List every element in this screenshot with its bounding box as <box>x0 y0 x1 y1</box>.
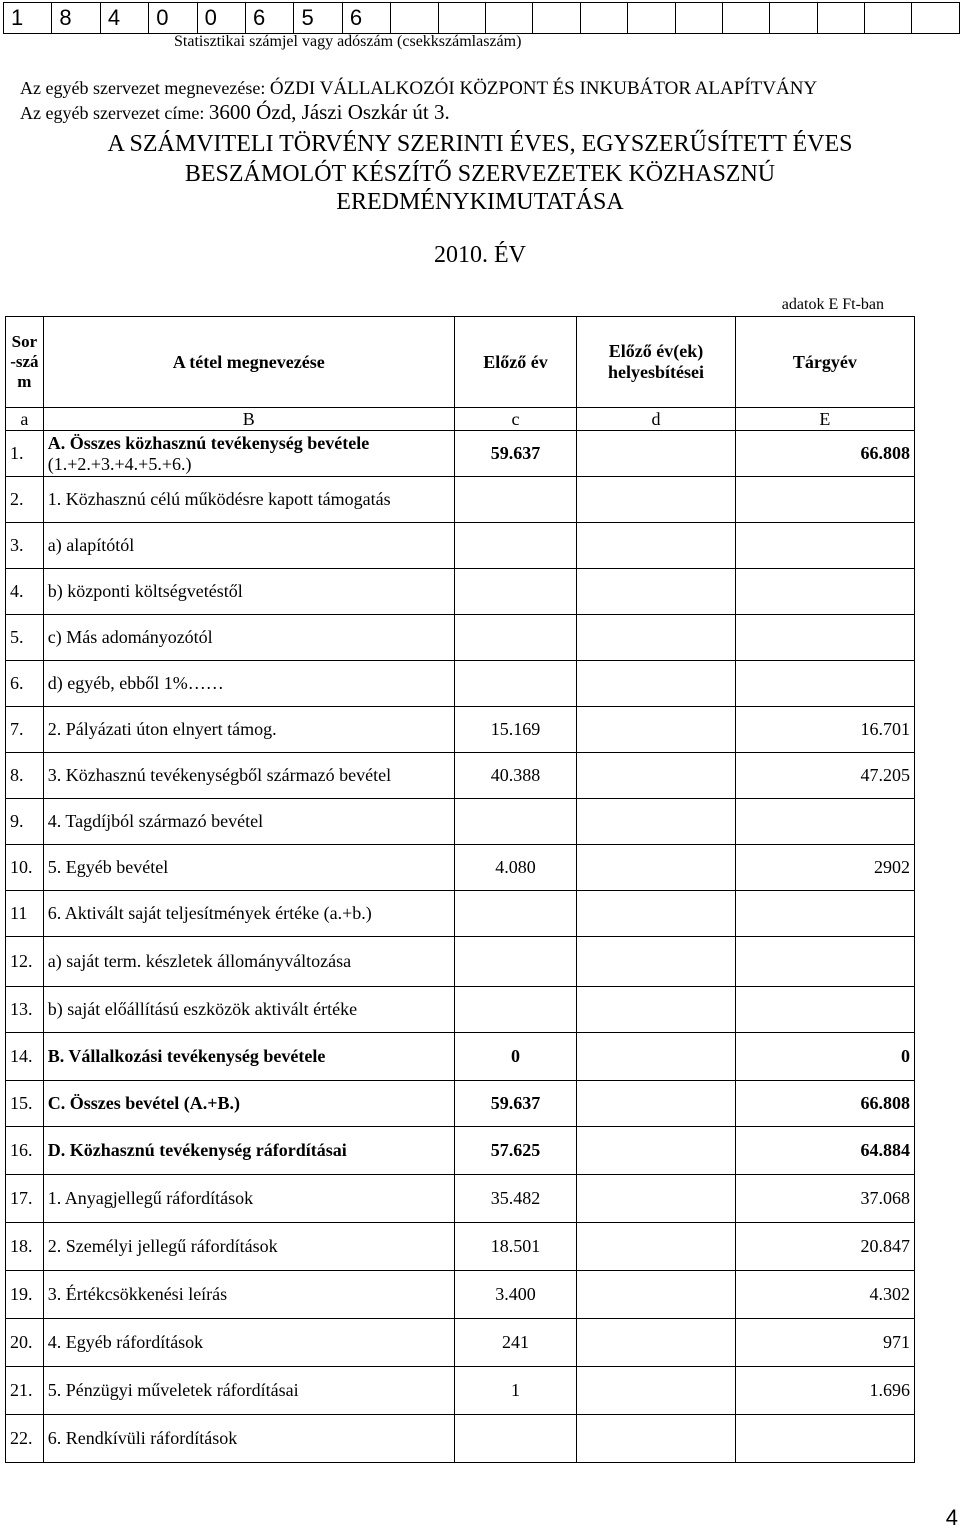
unit-note: adatok E Ft-ban <box>781 296 884 313</box>
tax-digit-cell <box>628 3 675 34</box>
cell-no: 22. <box>6 1415 44 1463</box>
cell-corr <box>577 1367 735 1415</box>
header-prev: Előző év <box>454 317 577 408</box>
cell-corr <box>577 615 735 661</box>
cell-prev <box>454 523 577 569</box>
cell-cur: 37.068 <box>735 1175 914 1223</box>
table-row <box>6 845 915 891</box>
tax-digit-cell <box>865 3 912 34</box>
cell-cur <box>735 569 914 615</box>
org-name-line <box>20 78 817 100</box>
header-row-no: Sor-szám <box>6 317 44 408</box>
cell-corr <box>577 753 735 799</box>
cell-no: 19. <box>6 1271 44 1319</box>
cell-prev: 4.080 <box>454 845 577 891</box>
cell-cur <box>735 799 914 845</box>
tax-digit-cell <box>391 3 438 34</box>
cell-cur <box>735 523 914 569</box>
org-name-label: Az egyéb szervezet megnevezése: <box>20 78 266 98</box>
cell-no: 21. <box>6 1367 44 1415</box>
table-row <box>6 1175 915 1223</box>
tax-number-grid <box>3 2 960 34</box>
cell-no: 4. <box>6 569 44 615</box>
cell-cur <box>735 1415 914 1463</box>
tax-digit-cell: 0 <box>149 3 197 34</box>
cell-prev: 0 <box>454 1033 577 1081</box>
cell-no: 15. <box>6 1081 44 1127</box>
table-row <box>6 569 915 615</box>
table-row <box>6 431 915 477</box>
org-address-label: Az egyéb szervezet címe: <box>20 103 205 123</box>
cell-no: 1. <box>6 431 44 477</box>
cell-corr <box>577 1415 735 1463</box>
table-row <box>6 661 915 707</box>
cell-prev: 15.169 <box>454 707 577 753</box>
table-row <box>6 799 915 845</box>
table-row <box>6 1081 915 1127</box>
table-row <box>6 1319 915 1367</box>
cell-corr <box>577 661 735 707</box>
cell-cur <box>735 477 914 523</box>
tax-digit-cell <box>580 3 627 34</box>
cell-prev: 40.388 <box>454 753 577 799</box>
tax-digit-cell: 5 <box>294 3 342 34</box>
cell-name: 4. Tagdíjból származó bevétel <box>43 799 454 845</box>
letter-c: c <box>454 408 577 431</box>
cell-no: 10. <box>6 845 44 891</box>
table-row <box>6 1223 915 1271</box>
cell-no: 6. <box>6 661 44 707</box>
cell-no: 12. <box>6 937 44 987</box>
header-corr: Előző év(ek) helyesbítései <box>577 317 735 408</box>
table-row <box>6 1367 915 1415</box>
cell-no: 3. <box>6 523 44 569</box>
cell-cur: 66.808 <box>735 431 914 477</box>
cell-corr <box>577 1033 735 1081</box>
cell-prev <box>454 615 577 661</box>
tax-number-caption: Statisztikai számjel vagy adószám (csekkszámlaszám) <box>174 33 522 50</box>
cell-name: 1. Anyagjellegű ráfordítások <box>43 1175 454 1223</box>
cell-no: 11 <box>6 891 44 937</box>
cell-cur: 16.701 <box>735 707 914 753</box>
table-row <box>6 1127 915 1175</box>
cell-corr <box>577 1127 735 1175</box>
cell-corr <box>577 937 735 987</box>
table-row <box>6 1271 915 1319</box>
cell-name: 3. Értékcsökkenési leírás <box>43 1271 454 1319</box>
cell-prev <box>454 477 577 523</box>
cell-name: B. Vállalkozási tevékenység bevétele <box>43 1033 454 1081</box>
cell-no: 5. <box>6 615 44 661</box>
cell-name: 2. Személyi jellegű ráfordítások <box>43 1223 454 1271</box>
cell-no: 20. <box>6 1319 44 1367</box>
cell-prev <box>454 799 577 845</box>
cell-name: a) saját term. készletek állományváltozása <box>43 937 454 987</box>
cell-name-line2: (1.+2.+3.+4.+5.+6.) <box>47 453 192 474</box>
cell-corr <box>577 477 735 523</box>
cell-no: 9. <box>6 799 44 845</box>
cell-cur <box>735 661 914 707</box>
tax-digit-cell <box>486 3 533 34</box>
table-row <box>6 987 915 1033</box>
cell-corr <box>577 1223 735 1271</box>
cell-no: 2. <box>6 477 44 523</box>
cell-prev <box>454 1415 577 1463</box>
cell-corr <box>577 707 735 753</box>
table-row <box>6 753 915 799</box>
cell-prev <box>454 661 577 707</box>
cell-prev: 3.400 <box>454 1271 577 1319</box>
tax-digit-cell <box>533 3 580 34</box>
cell-name: C. Összes bevétel (A.+B.) <box>43 1081 454 1127</box>
tax-digit-cell <box>438 3 485 34</box>
cell-name: 6. Aktivált saját teljesítmények értéke (a.+b.) <box>43 891 454 937</box>
cell-cur: 66.808 <box>735 1081 914 1127</box>
cell-no: 13. <box>6 987 44 1033</box>
cell-corr <box>577 799 735 845</box>
cell-name: 3. Közhasznú tevékenységből származó bevétel <box>43 753 454 799</box>
cell-name: 1. Közhasznú célú működésre kapott támogatás <box>43 477 454 523</box>
tax-digit-cell <box>817 3 864 34</box>
cell-corr <box>577 987 735 1033</box>
cell-name: D. Közhasznú tevékenység ráfordításai <box>43 1127 454 1175</box>
cell-cur: 0 <box>735 1033 914 1081</box>
tax-digit-cell: 6 <box>342 3 390 34</box>
tax-digit-cell <box>770 3 817 34</box>
cell-corr <box>577 845 735 891</box>
letter-row <box>6 408 915 431</box>
report-title-2: BESZÁMOLÓT KÉSZÍTŐ SZERVEZETEK KÖZHASZNÚ <box>184 161 776 187</box>
cell-prev: 18.501 <box>454 1223 577 1271</box>
cell-name-line1: A. Összes közhasznú tevékenység bevétele <box>47 432 370 453</box>
cell-prev: 59.637 <box>454 431 577 477</box>
cell-cur <box>735 891 914 937</box>
cell-corr <box>577 523 735 569</box>
income-statement-table <box>5 316 915 1463</box>
cell-corr <box>577 1081 735 1127</box>
tax-digit-cell: 0 <box>197 3 245 34</box>
cell-name: b) saját előállítású eszközök aktivált értéke <box>43 987 454 1033</box>
cell-prev <box>454 937 577 987</box>
tax-digit-cell: 1 <box>4 3 52 34</box>
cell-prev <box>454 987 577 1033</box>
table-row <box>6 615 915 661</box>
cell-no: 18. <box>6 1223 44 1271</box>
cell-name: d) egyéb, ebből 1%…… <box>43 661 454 707</box>
header-cur: Tárgyév <box>735 317 914 408</box>
letter-e: E <box>735 408 914 431</box>
cell-corr <box>577 891 735 937</box>
report-title-1: A SZÁMVITELI TÖRVÉNY SZERINTI ÉVES, EGYSZERŰSÍTETT ÉVES <box>107 131 853 157</box>
cell-prev <box>454 891 577 937</box>
cell-name: 5. Egyéb bevétel <box>43 845 454 891</box>
org-address: 3600 Ózd, Jászi Oszkár út 3. <box>208 100 450 124</box>
cell-prev: 57.625 <box>454 1127 577 1175</box>
cell-cur: 1.696 <box>735 1367 914 1415</box>
header-row <box>6 317 915 408</box>
table-row <box>6 937 915 987</box>
table-row <box>6 891 915 937</box>
cell-name: c) Más adományozótól <box>43 615 454 661</box>
report-year: 2010. ÉV <box>434 242 526 268</box>
letter-d: d <box>577 408 735 431</box>
cell-no: 8. <box>6 753 44 799</box>
letter-b: B <box>43 408 454 431</box>
cell-cur <box>735 987 914 1033</box>
org-name: ÓZDI VÁLLALKOZÓI KÖZPONT ÉS INKUBÁTOR ALAPÍTVÁNY <box>269 78 818 99</box>
tax-digit-cell: 4 <box>100 3 148 34</box>
table-row <box>6 1033 915 1081</box>
tax-digit-cell <box>912 3 960 34</box>
cell-no: 17. <box>6 1175 44 1223</box>
table-row <box>6 477 915 523</box>
table-row <box>6 1415 915 1463</box>
org-address-line <box>20 100 450 125</box>
cell-cur: 2902 <box>735 845 914 891</box>
cell-name: 6. Rendkívüli ráfordítások <box>43 1415 454 1463</box>
cell-cur <box>735 615 914 661</box>
tax-digit-cell <box>675 3 722 34</box>
cell-cur: 47.205 <box>735 753 914 799</box>
tax-digit-cell <box>722 3 769 34</box>
cell-corr <box>577 1175 735 1223</box>
cell-name: b) központi költségvetéstől <box>43 569 454 615</box>
cell-cur <box>735 937 914 987</box>
cell-prev: 35.482 <box>454 1175 577 1223</box>
cell-corr <box>577 569 735 615</box>
table-row <box>6 707 915 753</box>
cell-prev: 59.637 <box>454 1081 577 1127</box>
cell-name: a) alapítótól <box>43 523 454 569</box>
tax-digit-cell: 6 <box>246 3 294 34</box>
cell-corr <box>577 431 735 477</box>
cell-no: 16. <box>6 1127 44 1175</box>
cell-name: 2. Pályázati úton elnyert támog. <box>43 707 454 753</box>
tax-digit-cell: 8 <box>52 3 100 34</box>
cell-corr <box>577 1319 735 1367</box>
cell-name: 5. Pénzügyi műveletek ráfordításai <box>43 1367 454 1415</box>
cell-cur: 971 <box>735 1319 914 1367</box>
cell-no: 7. <box>6 707 44 753</box>
cell-corr <box>577 1271 735 1319</box>
cell-name: 4. Egyéb ráfordítások <box>43 1319 454 1367</box>
cell-name <box>43 431 454 477</box>
cell-no: 14. <box>6 1033 44 1081</box>
table-row <box>6 523 915 569</box>
header-name: A tétel megnevezése <box>43 317 454 408</box>
letter-a: a <box>6 408 44 431</box>
cell-cur: 4.302 <box>735 1271 914 1319</box>
page-number: 4 <box>945 1505 958 1530</box>
cell-cur: 20.847 <box>735 1223 914 1271</box>
cell-prev: 1 <box>454 1367 577 1415</box>
cell-prev <box>454 569 577 615</box>
cell-prev: 241 <box>454 1319 577 1367</box>
cell-cur: 64.884 <box>735 1127 914 1175</box>
report-title-3: EREDMÉNYKIMUTATÁSA <box>336 189 624 215</box>
